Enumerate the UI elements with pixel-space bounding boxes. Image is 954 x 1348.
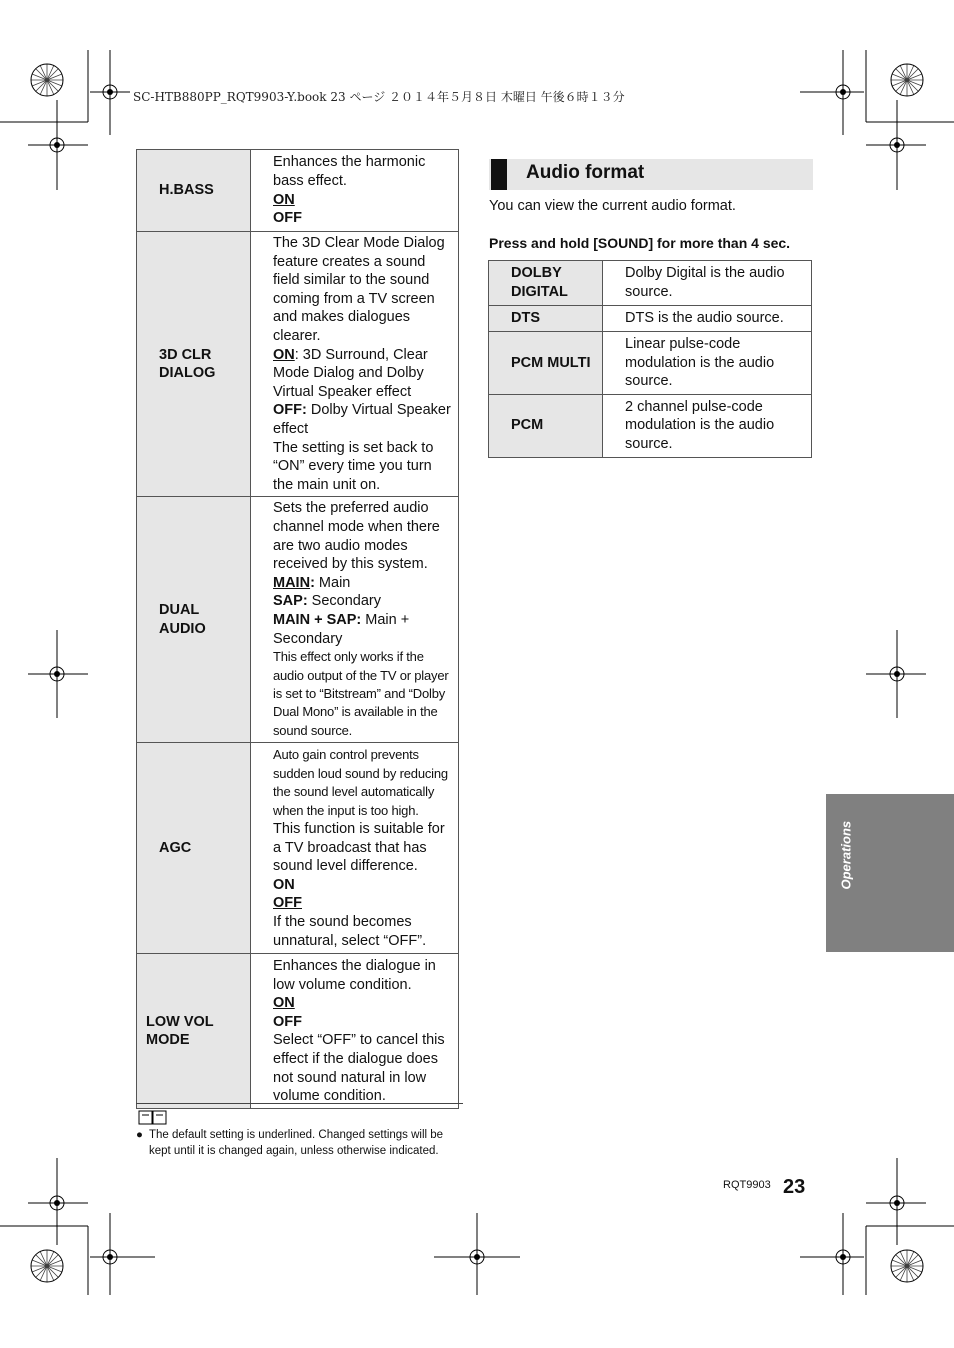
audio-format-heading	[489, 159, 813, 190]
document-code: RQT9903	[723, 1179, 771, 1191]
option-text: : 3D Surround, Clear Mode Dialog and Dolby Virtual Speaker effect	[273, 346, 428, 400]
setting-description	[251, 954, 459, 1109]
audio-format-instruction: Press and hold [SOUND] for more than 4 sec.	[489, 235, 791, 251]
description-line	[273, 592, 452, 611]
description-line: Enhances the dialogue in low volume condition.	[273, 957, 436, 993]
description-line: ON	[273, 191, 295, 208]
option-text: Secondary	[307, 593, 382, 610]
heading-bar	[491, 159, 507, 190]
format-name: PCM MULTI	[489, 332, 603, 395]
settings-row	[137, 150, 459, 232]
page-number: 23	[783, 1176, 806, 1198]
description-line: OFF	[273, 1013, 302, 1030]
setting-name: DUAL AUDIO	[137, 497, 251, 743]
note-text: The default setting is underlined. Changed settings will be kept until it is changed again, unless otherwise indicated.	[149, 1129, 444, 1157]
format-name: DTS	[489, 306, 603, 332]
description-line	[273, 611, 452, 648]
description-line	[273, 346, 452, 402]
option-key: SAP:	[273, 593, 308, 610]
note-bullet: ●	[136, 1129, 143, 1141]
option-key: MAIN + SAP:	[273, 611, 362, 628]
option-text: Main	[314, 574, 351, 591]
description-line: The 3D Clear Mode Dialog feature creates a sound field similar to the sound coming from a TV screen and makes dialogues clearer.	[273, 235, 445, 344]
option-key: ON	[273, 346, 295, 363]
description-line: Enhances the harmonic bass effect.	[273, 154, 426, 189]
description-line	[273, 401, 452, 438]
option-text: Dolby Virtual Speaker effect	[273, 402, 451, 437]
format-row	[489, 306, 812, 332]
option-key: OFF:	[273, 402, 307, 419]
settings-row	[137, 954, 459, 1109]
settings-row	[137, 232, 459, 497]
note-divider	[136, 1103, 463, 1104]
audio-format-title: Audio format	[526, 162, 645, 183]
description-line: OFF	[273, 895, 302, 912]
audio-format-table	[488, 260, 812, 458]
side-tab	[826, 794, 954, 952]
format-row	[489, 332, 812, 395]
settings-table	[136, 149, 459, 1109]
setting-description	[251, 150, 459, 232]
description-line: OFF	[273, 210, 302, 227]
book-icon	[138, 1110, 168, 1126]
format-row	[489, 261, 812, 306]
description-line	[273, 574, 452, 593]
side-tab-label: Operations	[838, 820, 854, 890]
book-header: SC-HTB880PP_RQT9903-Y.book 23 ページ ２０１４年５月８日 木曜日 午後６時１３分	[133, 90, 625, 104]
settings-row	[137, 743, 459, 954]
audio-format-intro: You can view the current audio format.	[489, 198, 736, 214]
description-line: ON	[273, 995, 295, 1012]
format-name: DOLBY DIGITAL	[489, 261, 603, 306]
setting-name: AGC	[137, 743, 251, 954]
description-line: Select “OFF” to cancel this effect if the dialogue does not sound natural in low volume condition.	[273, 1032, 445, 1105]
setting-name: 3D CLR DIALOG	[137, 232, 251, 497]
description-line: This function is suitable for a TV broadcast that has sound level difference.	[273, 821, 445, 875]
option-key-colon: :	[310, 574, 315, 591]
description-line: If the sound becomes unnatural, select “OFF”.	[273, 914, 427, 949]
setting-name: H.BASS	[137, 150, 251, 232]
description-line: Auto gain control prevents sudden loud sound by reducing the sound level automatically when the input is too high.	[273, 747, 448, 818]
description-line: The setting is set back to “ON” every time you turn the main unit on.	[273, 439, 434, 493]
description-line: Sets the preferred audio channel mode when there are two audio modes received by this system.	[273, 500, 440, 573]
setting-name: LOW VOL MODE	[137, 954, 251, 1109]
note	[136, 1127, 466, 1159]
description-line: This effect only works if the audio output of the TV or player is set to “Bitstream” and “Dolby Dual Mono” is available in the sound source.	[273, 649, 449, 738]
description-line: ON	[273, 876, 295, 893]
format-description: Dolby Digital is the audio source.	[603, 261, 812, 306]
format-description: Linear pulse-code modulation is the audio source.	[603, 332, 812, 395]
setting-description	[251, 497, 459, 743]
setting-description	[251, 743, 459, 954]
option-key: MAIN	[273, 574, 311, 591]
settings-row	[137, 497, 459, 743]
setting-description	[251, 232, 459, 497]
format-description: DTS is the audio source.	[603, 306, 812, 332]
format-name: PCM	[489, 394, 603, 457]
format-description: 2 channel pulse-code modulation is the audio source.	[603, 394, 812, 457]
format-row	[489, 394, 812, 457]
option-text: Main + Secondary	[273, 611, 410, 647]
